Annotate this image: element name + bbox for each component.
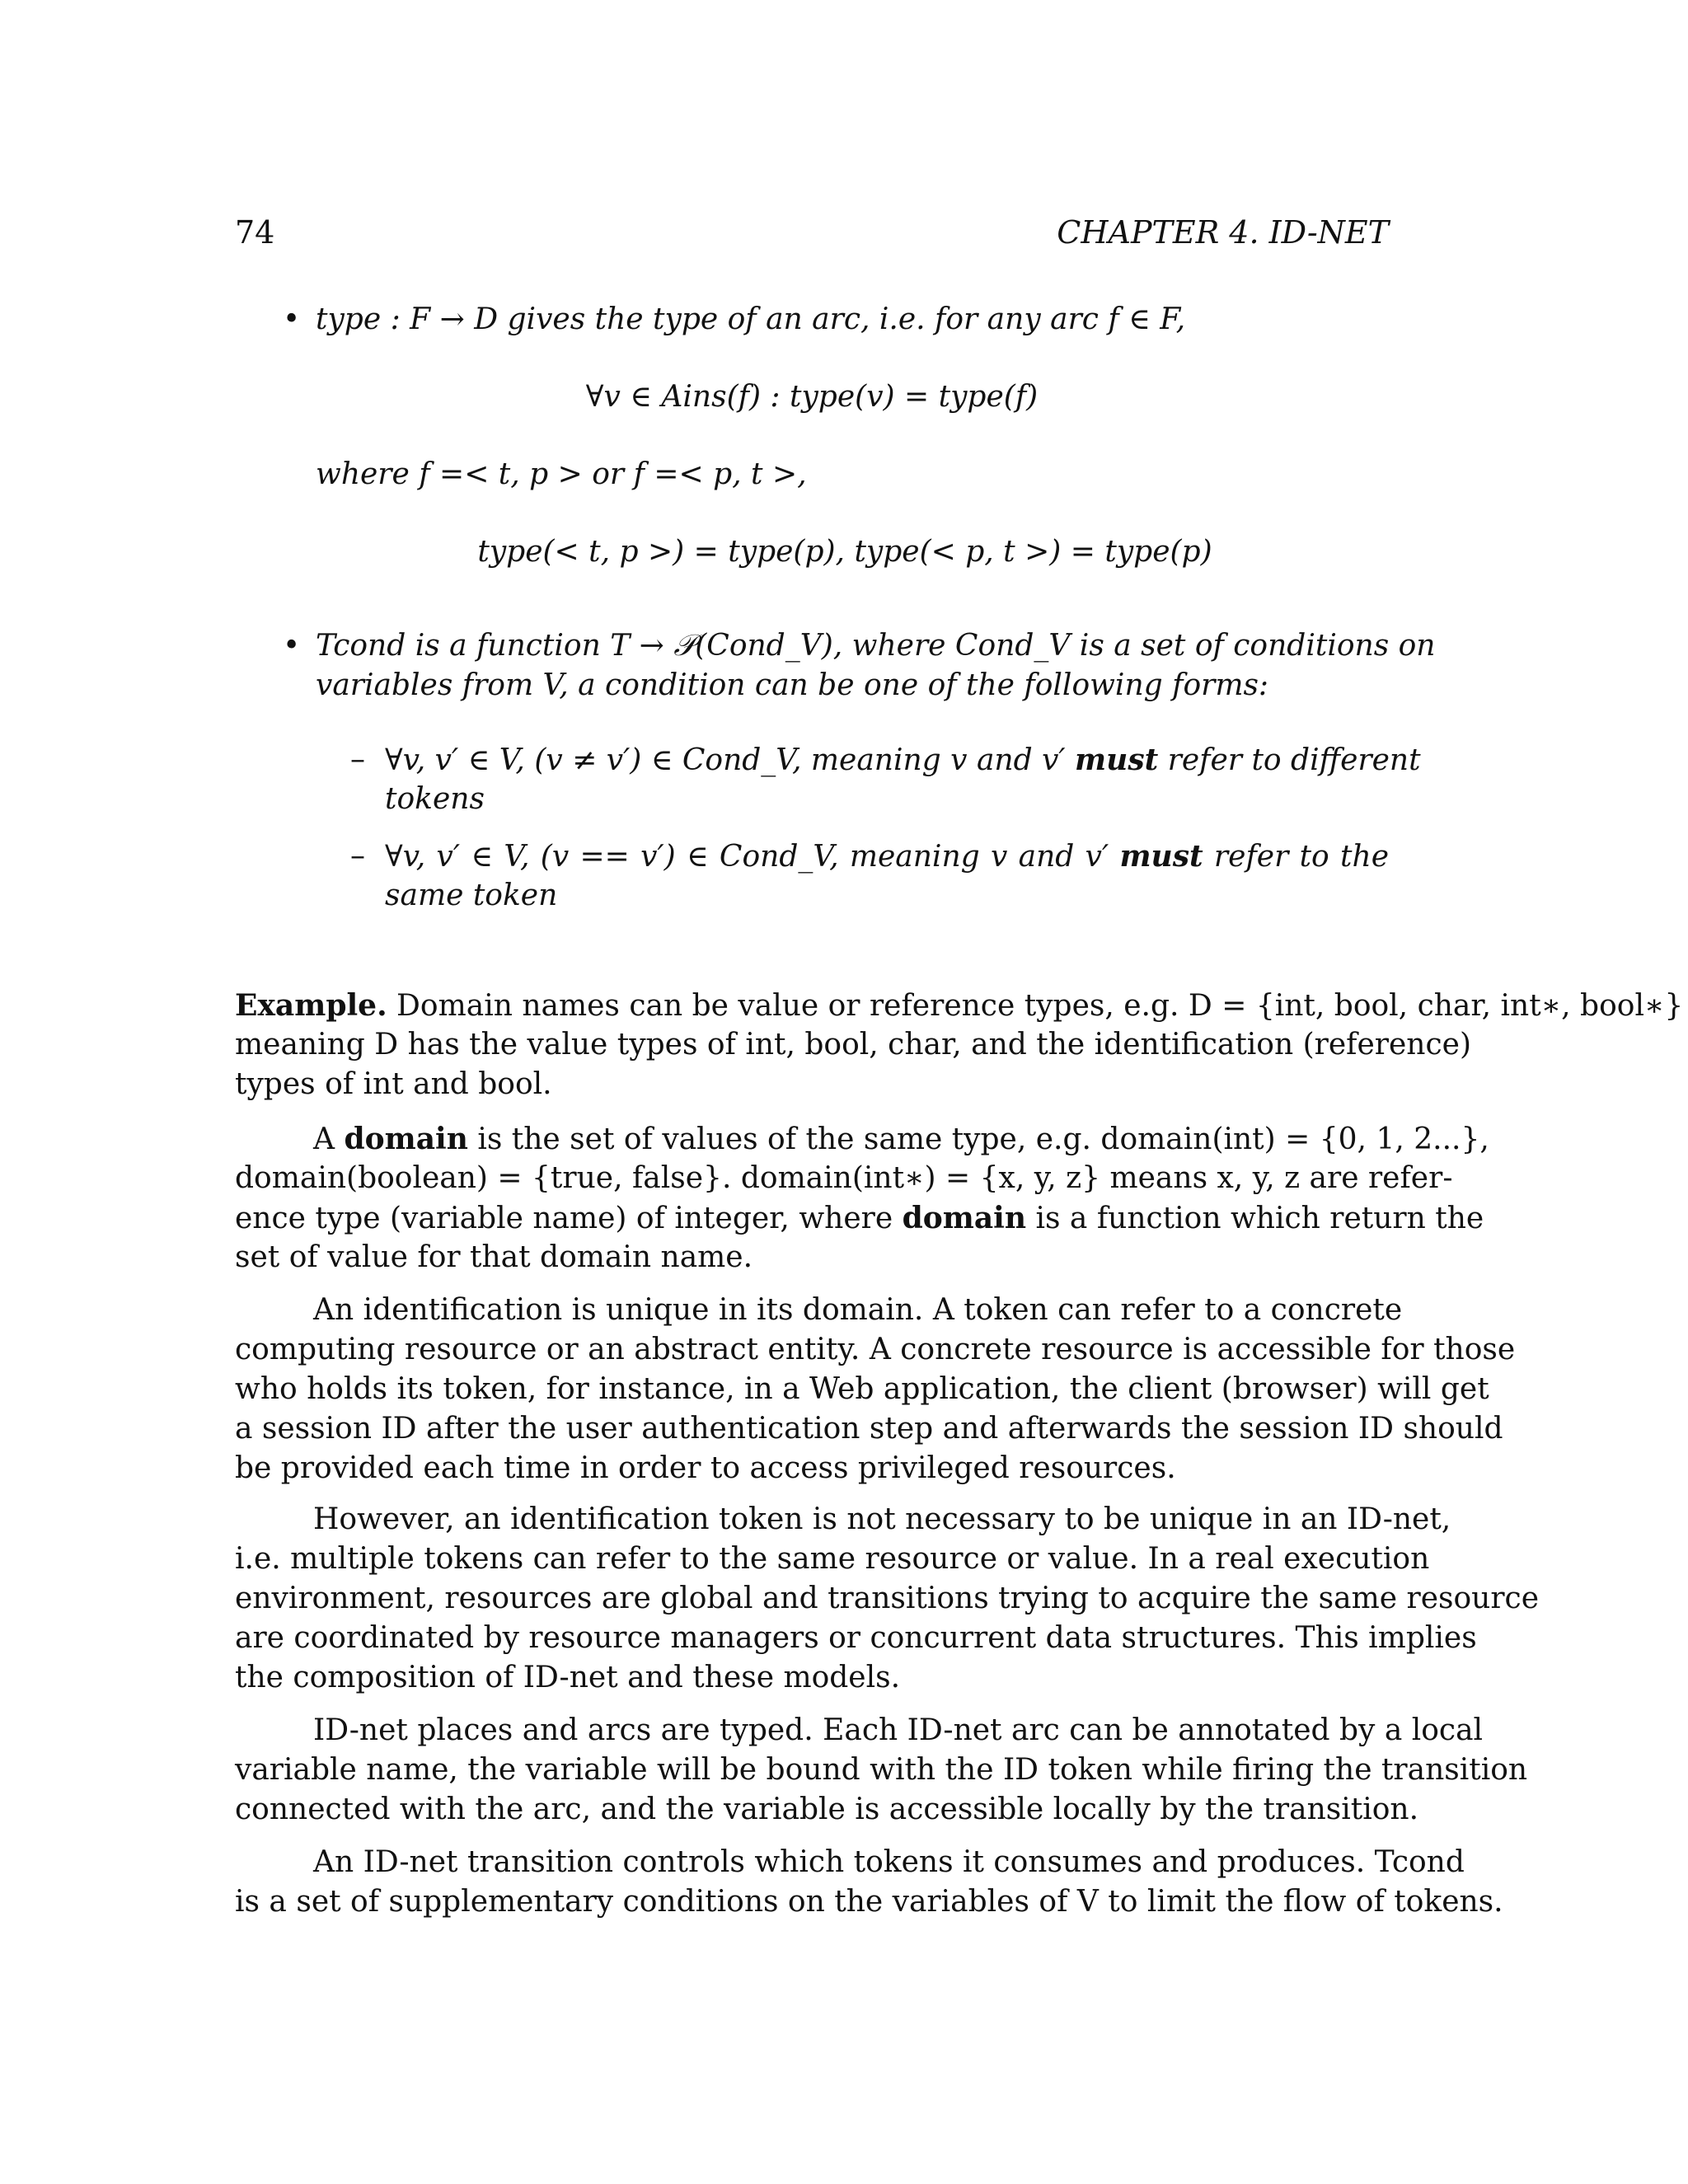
chapter-title: CHAPTER 4. ID-NET xyxy=(1057,214,1389,251)
domain-term: domain xyxy=(902,1201,1027,1235)
example-label: Example. xyxy=(235,988,387,1023)
example-line-2: meaning D has the value types of int, bool, char, and the identification (reference) xyxy=(235,1028,1471,1062)
running-header xyxy=(235,213,1389,252)
paragraph-line: is a set of supplementary conditions on the variables of V to limit the flow of tokens. xyxy=(235,1885,1503,1919)
type-formula-2: type(< t, p >) = type(p), type(< p, t >) = type(p) xyxy=(477,535,1212,569)
tcond-line-1: Tcond is a function T → 𝒫(Cond_V), where Cond_V is a set of conditions on xyxy=(316,629,1436,663)
domain-line-3 xyxy=(235,1198,1484,1238)
domain-line-1 xyxy=(235,1119,1489,1159)
condition-post: refer to the xyxy=(1203,840,1389,874)
domain-l1-post: is the set of values of the same type, e.g. domain(int) = {0, 1, 2...}, xyxy=(467,1122,1489,1156)
dash-icon: – xyxy=(350,743,365,776)
type-definition-line: type : F → D gives the type of an arc, i.e. for any arc f ∈ F, xyxy=(316,302,1186,336)
typed-paragraph xyxy=(235,1711,1528,1830)
paragraph-line: An ID-net transition controls which tokens it consumes and produces. Tcond xyxy=(313,1845,1465,1879)
domain-line-2: domain(boolean) = {true, false}. domain(int∗) = {x, y, z} means x, y, z are refer- xyxy=(235,1161,1453,1195)
condition-cont: same token xyxy=(385,879,558,912)
paragraph-line: ID-net places and arcs are typed. Each ID-net arc can be annotated by a local xyxy=(313,1713,1484,1747)
dash-icon: – xyxy=(350,839,365,873)
paragraph-line: computing resource or an abstract entity. A concrete resource is accessible for those xyxy=(235,1333,1516,1366)
condition-text xyxy=(385,837,1389,877)
paragraph-line: i.e. multiple tokens can refer to the same resource or value. In a real execution xyxy=(235,1542,1430,1576)
paragraph-line: connected with the arc, and the variable is accessible locally by the transition. xyxy=(235,1793,1419,1826)
domain-l3-post: is a function which return the xyxy=(1026,1202,1484,1235)
transition-paragraph xyxy=(235,1843,1503,1922)
example-line-3: types of int and bool. xyxy=(235,1067,552,1101)
example-paragraph xyxy=(235,986,1684,1104)
paragraph-line: be provided each time in order to access privileged resources. xyxy=(235,1451,1176,1485)
must-emphasis: must xyxy=(1075,743,1159,777)
paragraph-line: An identification is unique in its domain. A token can refer to a concrete xyxy=(313,1293,1403,1327)
bullet-icon: • xyxy=(283,302,301,336)
condition-pre: ∀v, v′ ∈ V, (v ≠ v′) ∈ Cond_V, meaning v and v′ xyxy=(385,743,1076,777)
page-number: 74 xyxy=(235,214,275,251)
domain-l3-pre: ence type (variable name) of integer, where xyxy=(235,1202,903,1235)
must-emphasis: must xyxy=(1119,839,1203,874)
however-paragraph xyxy=(235,1500,1540,1698)
paragraph-line: the composition of ID-net and these models. xyxy=(235,1661,901,1694)
condition-text xyxy=(385,740,1421,780)
example-line-1 xyxy=(235,986,1684,1025)
paragraph-line: who holds its token, for instance, in a Web application, the client (browser) will get xyxy=(235,1372,1489,1406)
paragraph-line: a session ID after the user authentication step and afterwards the session ID should xyxy=(235,1412,1503,1446)
paragraph-line: variable name, the variable will be bound with the ID token while firing the transition xyxy=(235,1753,1528,1787)
type-formula-1: ∀v ∈ Ains(f) : type(v) = type(f) xyxy=(585,380,1039,414)
domain-l1-pre: A xyxy=(313,1122,345,1156)
identification-paragraph xyxy=(235,1291,1516,1488)
example-text: Domain names can be value or reference types, e.g. D = {int, bool, char, int∗, bool∗} xyxy=(387,989,1684,1023)
paragraph-line: However, an identification token is not necessary to be unique in an ID-net, xyxy=(313,1502,1451,1536)
domain-line-4: set of value for that domain name. xyxy=(235,1240,753,1274)
type-where-line: where f =< t, p > or f =< p, t >, xyxy=(316,457,807,491)
domain-paragraph xyxy=(235,1119,1489,1277)
paragraph-line: environment, resources are global and transitions trying to acquire the same resource xyxy=(235,1582,1540,1615)
condition-pre: ∀v, v′ ∈ V, (v == v′) ∈ Cond_V, meaning v and v′ xyxy=(385,840,1120,874)
domain-term: domain xyxy=(344,1122,468,1156)
bullet-icon: • xyxy=(283,629,301,663)
condition-cont: tokens xyxy=(385,782,485,816)
tcond-line-2: variables from V, a condition can be one of the following forms: xyxy=(316,668,1269,702)
condition-post: refer to different xyxy=(1158,743,1421,777)
paragraph-line: are coordinated by resource managers or concurrent data structures. This implies xyxy=(235,1621,1477,1655)
document-page xyxy=(235,0,1684,2184)
